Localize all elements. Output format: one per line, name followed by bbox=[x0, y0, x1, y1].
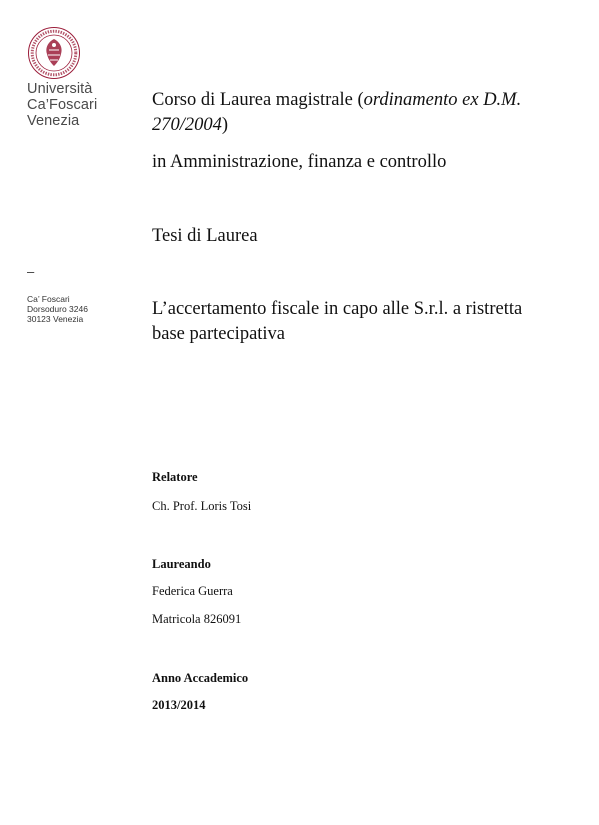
laureando-label: Laureando bbox=[152, 557, 211, 571]
university-name bbox=[27, 81, 147, 129]
relatore-name: Ch. Prof. Loris Tosi bbox=[152, 499, 252, 513]
university-seal-icon bbox=[27, 26, 81, 80]
address-line: Dorsoduro 3246 bbox=[27, 304, 88, 314]
university-name-line: Università bbox=[27, 81, 93, 97]
academic-year-value: 2013/2014 bbox=[152, 698, 206, 712]
course-suffix: ) bbox=[221, 115, 229, 135]
address-line: 30123 Venezia bbox=[27, 314, 84, 324]
address-line: Ca’ Foscari bbox=[27, 294, 70, 304]
academic-year-label: Anno Accademico bbox=[152, 671, 249, 685]
course-title bbox=[152, 88, 572, 138]
program-name: in Amministrazione, finanza e controllo bbox=[152, 152, 447, 172]
separator-dash: – bbox=[27, 264, 35, 279]
laureando-name: Federica Guerra bbox=[152, 584, 233, 598]
university-name-line: Ca’Foscari bbox=[27, 97, 98, 113]
course-prefix: Corso di Laurea magistrale ( bbox=[152, 90, 364, 110]
relatore-label: Relatore bbox=[152, 470, 198, 484]
thesis-title: L’accertamento fiscale in capo alle S.r.l. a ristretta base partecipativa bbox=[152, 299, 523, 344]
thesis-type-label: Tesi di Laurea bbox=[152, 226, 258, 246]
course-ordinance: ordinamento ex D.M. 270/2004 bbox=[152, 90, 522, 135]
university-address bbox=[27, 294, 137, 324]
laureando-matricola: Matricola 826091 bbox=[152, 612, 242, 626]
university-name-line: Venezia bbox=[27, 113, 80, 129]
